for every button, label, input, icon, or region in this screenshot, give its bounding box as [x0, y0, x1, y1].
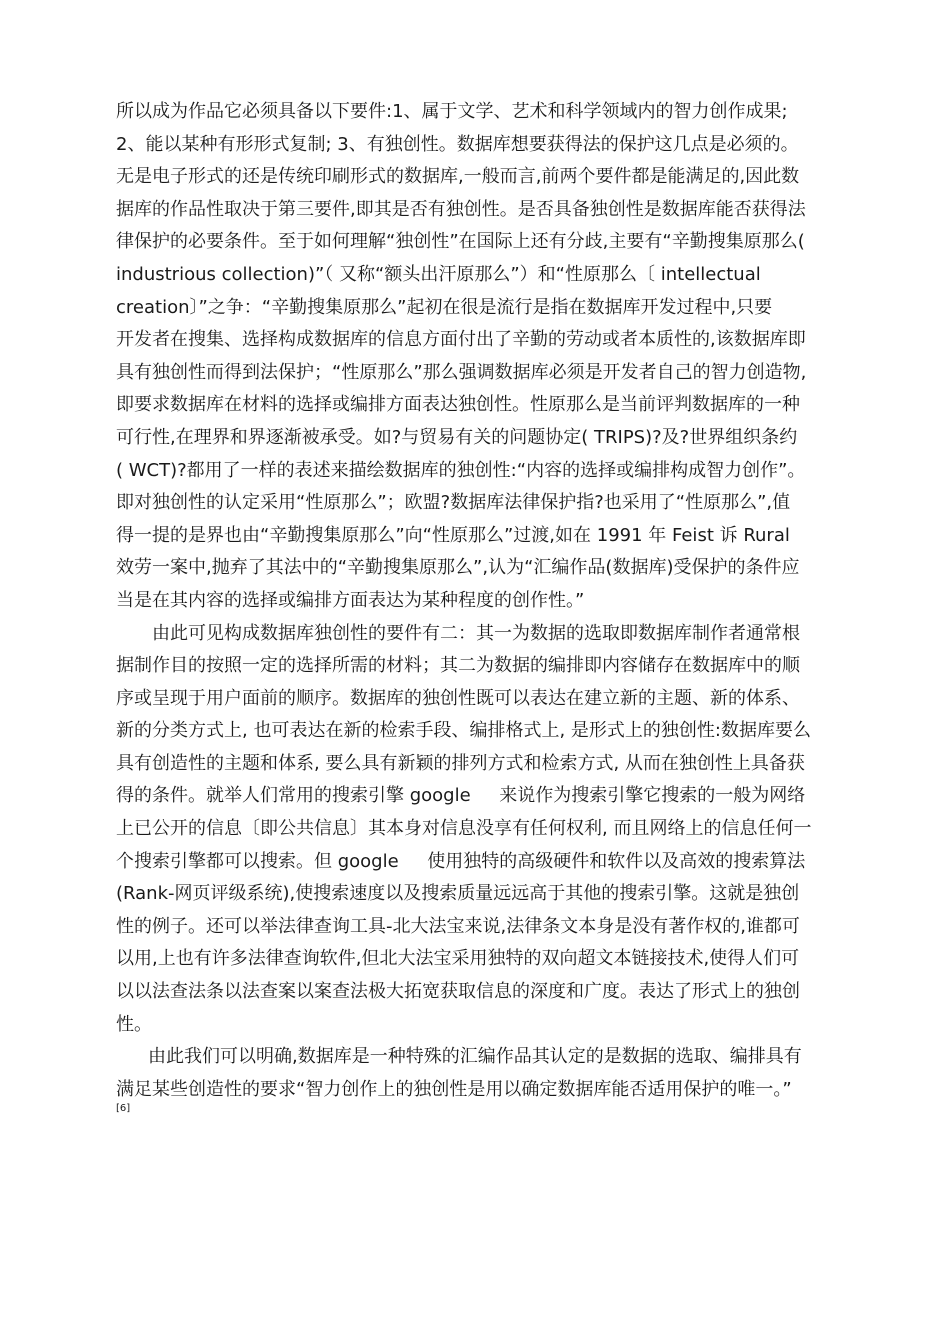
paragraph-line: 性。	[116, 1013, 152, 1035]
paragraph-line: 无是电子形式的还是传统印刷形式的数据库,一般而言,前两个要件都是能满足的,因此数	[116, 166, 800, 188]
footnote-reference[interactable]: [6]	[116, 1103, 131, 1115]
paragraph-line: 个搜索引擎都可以搜索。但 google 使用独特的高级硬件和软件以及高效的搜索算法	[116, 850, 806, 872]
paragraph-line: 开发者在搜集、选择构成数据库的信息方面付出了辛勤的劳动或者本质性的,该数据库即	[116, 329, 806, 351]
paragraph-line: 即对独创性的认定采用“性原那么”；欧盟?数据库法律保护指?也采用了“性原那么”,值	[116, 492, 791, 514]
paragraph-line: 据库的作品性取决于第三要件,即其是否有独创性。是否具备独创性是数据库能否获得法	[116, 198, 806, 220]
paragraph-line: 即要求数据库在材料的选择或编排方面表达独创性。性原那么是当前评判数据库的一种	[116, 394, 800, 416]
paragraph-line: (Rank-网页评级系统),使搜索速度以及搜索质量远远高于其他的搜索引擎。这就是独创	[116, 883, 800, 905]
paragraph-line: 性的例子。还可以举法律查询工具-北大法宝来说,法律条文本身是没有著作权的,谁都可	[116, 915, 800, 937]
paragraph-line: 由此可见构成数据库独创性的要件有二：其一为数据的选取即数据库制作者通常根	[152, 622, 800, 644]
paragraph-line: 得一提的是界也由“辛勤搜集原那么”向“性原那么”过渡,如在 1991 年 Feist 诉 Rural	[116, 524, 790, 546]
paragraph-line: 2、能以某种有形形式复制; 3、有独创性。数据库想要获得法的保护这几点是必须的。	[116, 133, 799, 155]
paragraph-line: creation〕”之争：“辛勤搜集原那么”起初在很是流行是指在数据库开发过程中,只要	[116, 296, 773, 318]
paragraph-line: 具有独创性而得到法保护；“性原那么”那么强调数据库必须是开发者自己的智力创造物,	[116, 361, 807, 383]
paragraph-line: 满足某些创造性的要求“智力创作上的独创性是用以确定数据库能否适用保护的唯一。”	[116, 1078, 792, 1100]
paragraph-3	[116, 1041, 856, 1116]
paragraph-line: industrious collection)”（ 又称“额头出汗原那么”）和“性原那么〔 intellectual	[116, 263, 761, 285]
paragraph-line: 以以法查法条以法查案以案查法极大拓宽获取信息的深度和广度。表达了形式上的独创	[116, 981, 800, 1003]
paragraph-line: 所以成为作品它必须具备以下要件:1、属于文学、艺术和科学领域内的智力创作成果;	[116, 101, 788, 122]
paragraph-line: 上已公开的信息〔即公共信息〕其本身对信息没享有任何权利, 而且网络上的信息任何一	[116, 818, 812, 840]
paragraph-line: 律保护的必要条件。至于如何理解“独创性”在国际上还有分歧,主要有“辛勤搜集原那么(	[116, 231, 805, 253]
paragraph-1	[116, 96, 856, 618]
paragraph-line: 得的条件。就举人们常用的搜索引擎 google 来说作为搜索引擎它搜索的一般为网络	[116, 785, 806, 807]
paragraph-line: 以用,上也有许多法律查询软件,但北大法宝采用独特的双向超文本链接技术,使得人们可	[116, 948, 800, 970]
paragraph-line: 当是在其内容的选择或编排方面表达为某种程度的创作性。”	[116, 589, 585, 611]
paragraph-line: 序或呈现于用户面前的顺序。数据库的独创性既可以表达在建立新的主题、新的体系、	[116, 687, 800, 709]
paragraph-2	[116, 618, 856, 1042]
paragraph-line: ( WCT)?都用了一样的表述来描绘数据库的独创性:“内容的选择或编排构成智力创作”。	[116, 459, 806, 481]
paragraph-line: 据制作目的按照一定的选择所需的材料；其二为数据的编排即内容储存在数据库中的顺	[116, 655, 800, 677]
body-text	[116, 96, 856, 1116]
paragraph-line: 新的分类方式上, 也可表达在新的检索手段、编排格式上, 是形式上的独创性:数据库要么	[116, 720, 811, 742]
paragraph-line: 可行性,在理界和界逐渐被承受。如?与贸易有关的问题协定( TRIPS)?及?世界组织条约	[116, 426, 798, 448]
paragraph-line: 由此我们可以明确,数据库是一种特殊的汇编作品其认定的是数据的选取、编排具有	[148, 1046, 802, 1068]
paragraph-line: 效劳一案中,抛弃了其法中的“辛勤搜集原那么”,认为“汇编作品(数据库)受保护的条件应	[116, 557, 800, 579]
paragraph-line: 具有创造性的主题和体系, 要么具有新颖的排列方式和检索方式, 从而在独创性上具备获	[116, 752, 805, 774]
